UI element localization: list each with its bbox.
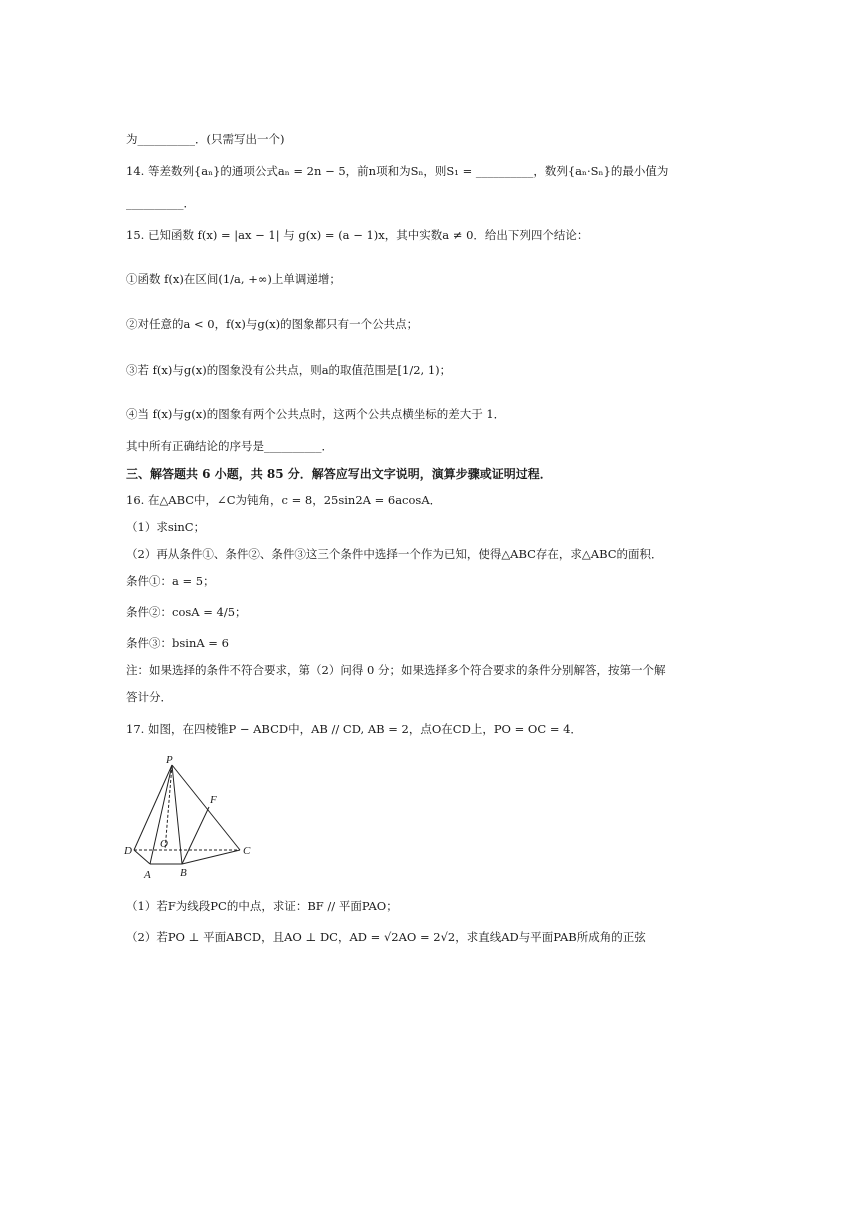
text-line-q14-blank: __________． xyxy=(126,196,195,210)
label-O: O xyxy=(160,838,168,850)
text-line-cond3: 条件③：bsinA = 6 xyxy=(126,636,229,650)
text-line-q17: 17. 如图，在四棱锥P − ABCD中，AB // CD, AB = 2，点O在CD上，PO = OC = 4． xyxy=(126,722,582,736)
text-line-q15-c2: ②对任意的a < 0，f(x)与g(x)的图象都只有一个公共点； xyxy=(126,317,419,331)
text-line-q15: 15. 已知函数 f(x) = |ax − 1| 与 g(x) = (a − 1)x，其中实数a ≠ 0．给出下列四个结论： xyxy=(126,228,589,242)
text-line-q15-ask: 其中所有正确结论的序号是__________． xyxy=(126,439,333,453)
label-D: D xyxy=(124,845,132,857)
text-line-q15-c1: ①函数 f(x)在区间(1/a, +∞)上单调递增； xyxy=(126,272,341,286)
text-line-q14: 14. 等差数列{aₙ}的通项公式aₙ = 2n − 5，前n项和为Sₙ，则S₁ = __________，数列{aₙ·Sₙ}的最小值为 xyxy=(126,164,669,178)
text-line-q15-c3: ③若 f(x)与g(x)的图象没有公共点，则a的取值范围是[1/2, 1)； xyxy=(126,363,452,377)
text-line-cond2: 条件②：cosA = 4/5； xyxy=(126,605,247,619)
label-B: B xyxy=(180,867,187,879)
pyramid-figure xyxy=(120,752,270,887)
text-line-q15-c4: ④当 f(x)与g(x)的图象有两个公共点时，这两个公共点横坐标的差大于 1． xyxy=(126,407,506,421)
text-line-cond1: 条件①：a = 5； xyxy=(126,574,215,588)
text-line-q13-end: 为__________．(只需写出一个) xyxy=(126,132,285,146)
text-line-note-end: 答计分． xyxy=(126,690,172,704)
label-C: C xyxy=(243,845,251,857)
text-line-q16: 16. 在△ABC中，∠C为钝角，c = 8，25sin2A = 6acosA． xyxy=(126,493,442,507)
text-line-q17-p1: （1）若F为线段PC的中点，求证：BF // 平面PAO； xyxy=(126,899,398,913)
text-line-q16-p1: （1）求sinC； xyxy=(126,520,206,534)
section-heading: 三、解答题共 6 小题，共 85 分．解答应写出文字说明，演算步骤或证明过程． xyxy=(126,467,552,481)
text-line-note: 注：如果选择的条件不符合要求，第（2）问得 0 分；如果选择多个符合要求的条件分别解答，按第一个解 xyxy=(126,663,666,677)
label-A: A xyxy=(144,869,151,881)
text-line-q17-p2: （2）若PO ⊥ 平面ABCD，且AO ⊥ DC，AD = √2AO = 2√2，求直线AD与平面PAB所成角的正弦 xyxy=(126,930,646,944)
text-line-q16-p2: （2）再从条件①、条件②、条件③这三个条件中选择一个作为已知，使得△ABC存在，求△ABC的面积． xyxy=(126,547,663,561)
label-F: F xyxy=(210,794,217,806)
label-P: P xyxy=(166,754,173,766)
